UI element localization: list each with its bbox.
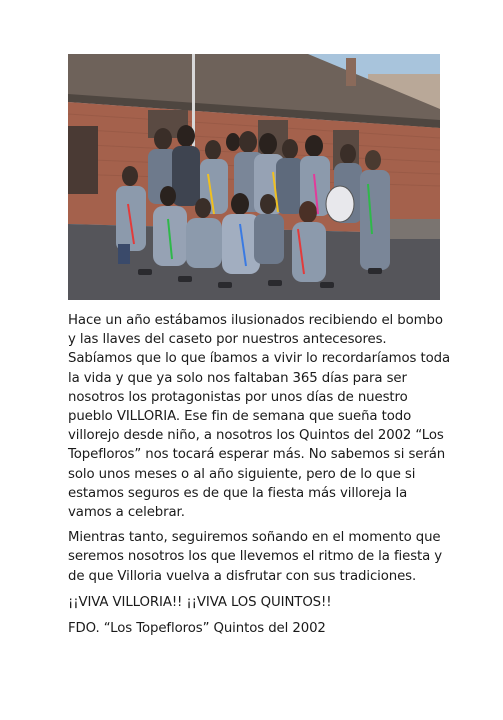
paragraph-closing: Mientras tanto, seguiremos soñando en el momento que seremos nosotros los que llevemos el ritmo de la fiesta y de que Villoria vuelva a disfrutar con sus tradiciones. [68, 530, 443, 584]
paragraph-main: Hace un año estábamos ilusionados recibiendo el bombo y las llaves del caseto por nuestros antecesores. Sabíamos que lo que íbamos a vivir lo recordaríamos toda la vida y que ya solo nos faltaban 365 días para ser nosotros los protagonistas por unos días de nuestro pueblo VILLORIA. Ese fin de semana que sueña todo villorejo desde niño, a nosotros los Quintos del 2002 “Los Topefloros” nos tocará esperar más. No sabemos si serán solo unos meses o al año siguiente, pero de lo que si estamos seguros es de que la fiesta más villoreja la vamos a celebrar. [68, 313, 451, 521]
signature-line: FDO. “Los Topefloros” Quintos del 2002 [68, 621, 326, 637]
letter-text [68, 311, 452, 638]
group-photo [68, 54, 440, 300]
cheer-line: ¡¡VIVA VILLORIA!! ¡¡VIVA LOS QUINTOS!! [68, 594, 332, 610]
